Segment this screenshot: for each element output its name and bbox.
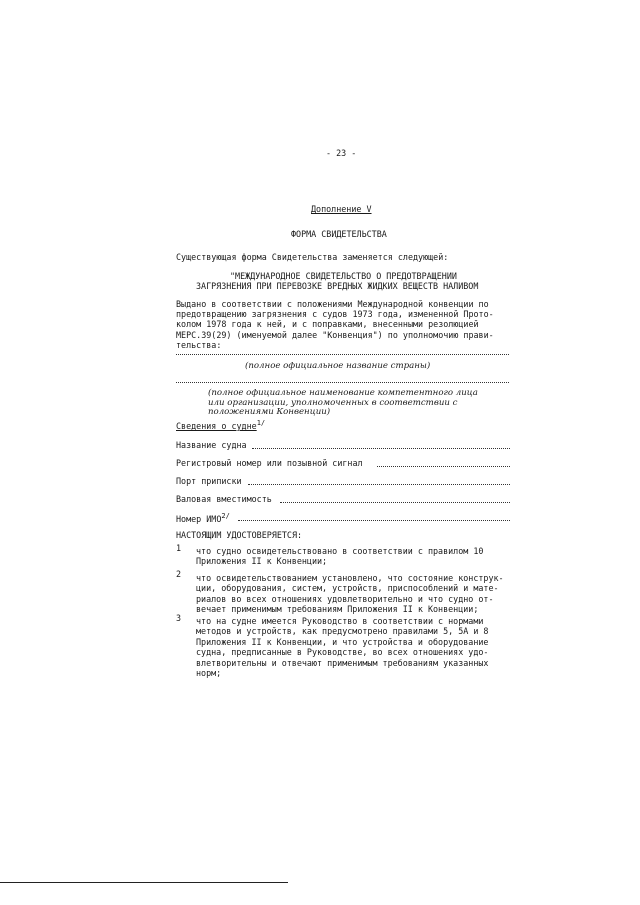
item-line: влетворительны и отвечают применимым требованиям указанных (196, 657, 489, 668)
intro-text: Существующая форма Свидетельства заменяется следующей: (176, 252, 449, 262)
field-imo-dots (238, 520, 510, 521)
issued-line: тельства: (176, 339, 222, 350)
footnote-ref-2: 2/ (221, 512, 230, 520)
authority-caption (208, 389, 478, 418)
item-line: Приложения II к Конвенции; (196, 556, 328, 567)
item-line: риалов во всех отношениях удовлетворительно и что судно от- (196, 593, 494, 604)
certify-heading: НАСТОЯЩИМ УДОСТОВЕРЯЕТСЯ: (176, 530, 303, 540)
item-line: ции, оборудования, систем, устройств, приспособлений и мате- (196, 583, 499, 594)
item-line: что освидетельствованием установлено, что состояние конструк- (196, 573, 504, 583)
field-port-label: Порт приписки (176, 476, 242, 486)
item-number: 2 (176, 569, 182, 579)
field-ship-name-label: Название судна (176, 440, 247, 450)
appendix-title: Дополнение V (311, 204, 372, 214)
issued-line: предотвращению загрязнения с судов 1973 года, измененной Прото- (176, 309, 494, 320)
field-tonnage-label: Валовая вместимость (176, 494, 272, 504)
field-tonnage-dots (280, 502, 510, 503)
authority-caption-line: или организации, уполномоченных в соответствии с (208, 397, 458, 408)
authority-caption-line: (полное официальное наименование компетентного лица (208, 388, 478, 398)
item-line: вечает применимым требованиям Приложения II к Конвенции; (196, 604, 479, 615)
certificate-title (196, 271, 478, 292)
item-text (196, 573, 504, 615)
item-text (196, 546, 483, 567)
footnote-ref-1: 1/ (256, 419, 266, 427)
country-caption: (полное официальное название страны) (245, 361, 431, 371)
item-number: 3 (176, 613, 182, 623)
page-number: - 23 - (326, 148, 357, 158)
issued-line: Выдано в соответствии с положениями Международной конвенции по (176, 299, 489, 309)
field-registry-dots (377, 466, 510, 467)
ship-details-heading-text: Сведения о судне (176, 420, 257, 431)
item-text (196, 616, 488, 678)
issued-line: МЕРС.39(29) (именуемой далее "Конвенция") по уполномочию прави- (176, 329, 494, 340)
item-line: норм; (196, 668, 222, 679)
issued-line: колом 1978 года к ней, и с поправками, внесенными резолюцией (176, 319, 479, 330)
item-number: 1 (176, 543, 182, 553)
certificate-title-line: "МЕЖДУНАРОДНОЕ СВИДЕТЕЛЬСТВО О ПРЕДОТВРАЩЕНИИ (230, 271, 457, 281)
footnote-separator (0, 882, 288, 883)
field-ship-name-dots (252, 448, 510, 449)
item-line: судна, предписанные в Руководстве, во всех отношениях удо- (196, 647, 489, 658)
certificate-title-line: ЗАГРЯЗНЕНИЯ ПРИ ПЕРЕВОЗКЕ ВРЕДНЫХ ЖИДКИХ ВЕЩЕСТВ НАЛИВОМ (196, 281, 479, 292)
authority-caption-line: положениями Конвенции) (208, 407, 331, 418)
field-imo-text: Номер ИМО (176, 513, 222, 524)
field-imo-label (176, 511, 230, 524)
country-dotted-line (176, 354, 509, 355)
item-line: методов и устройств, как предусмотрено правилами 5, 5А и 8 (196, 626, 489, 637)
issued-paragraph (176, 299, 494, 350)
item-line: что на судне имеется Руководство в соответствии с нормами (196, 616, 484, 626)
field-port-dots (248, 484, 510, 485)
field-registry-label: Регистровый номер или позывной сигнал (176, 458, 363, 468)
authority-dotted-line (176, 382, 509, 383)
item-line: Приложения II к Конвенции, и что устройства и оборудование (196, 636, 489, 647)
form-title: ФОРМА СВИДЕТЕЛЬСТВА (291, 229, 387, 239)
ship-details-heading (176, 418, 265, 431)
item-line: что судно освидетельствовано в соответствии с правилом 10 (196, 546, 484, 556)
